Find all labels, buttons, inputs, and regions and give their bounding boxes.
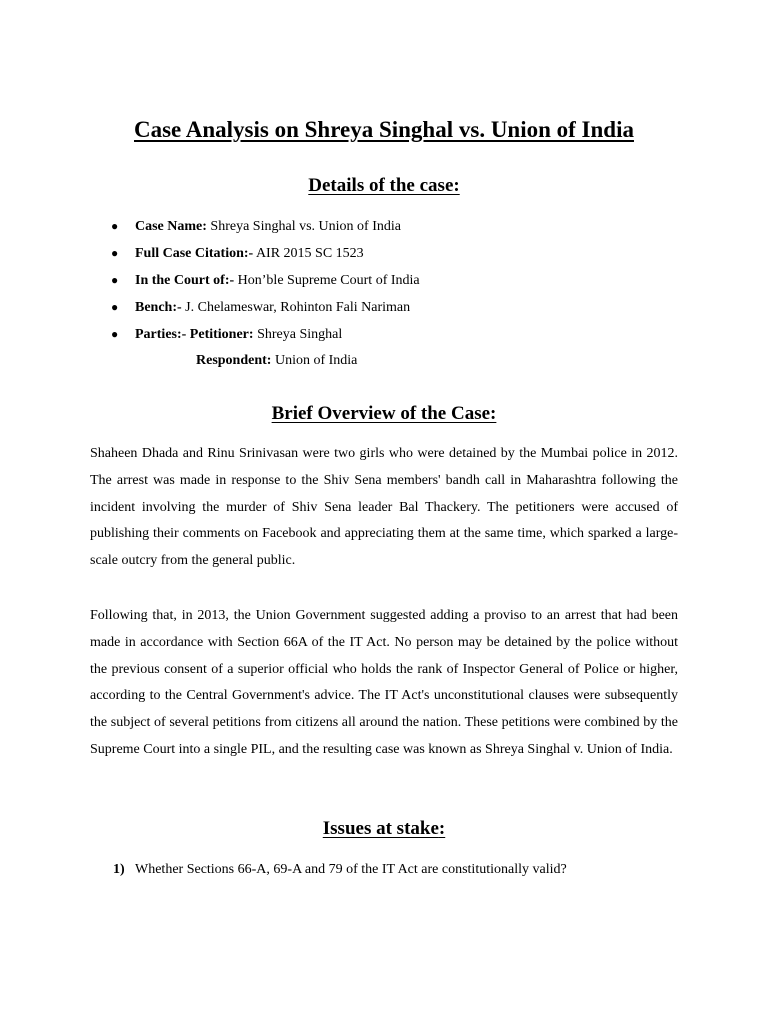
overview-heading: Brief Overview of the Case: — [271, 403, 497, 424]
detail-value: Shreya Singhal — [253, 327, 343, 342]
bullet-icon: ● — [111, 273, 119, 287]
issues-heading — [0, 818, 768, 840]
detail-value: Hon’ble Supreme Court of India — [234, 273, 420, 288]
detail-label: Respondent: — [196, 353, 272, 368]
detail-value: Union of India — [271, 353, 358, 368]
detail-label: Full Case Citation:- — [135, 246, 254, 261]
detail-value: AIR 2015 SC 1523 — [253, 246, 364, 261]
detail-label: Case Name: — [135, 219, 207, 234]
issue-text: Whether Sections 66-A, 69-A and 79 of the IT Act are constitutionally valid? — [135, 862, 567, 877]
detail-parties — [111, 323, 420, 350]
overview-paragraph-2: Following that, in 2013, the Union Government suggested adding a proviso to an arrest that had been made in accordance with Section 66A of the IT Act. No person may be detained by the police without the previous consent of a superior official who holds the rank of Inspector General of Police or higher, according to the Central Government's advice. The IT Act's unconstitutional clauses were subsequently the subject of several petitions from citizens all around the nation. These petitions were combined by the Supreme Court into a single PIL, and the resulting case was known as Shreya Singhal v. Union of India. — [90, 608, 678, 757]
detail-value: Shreya Singhal vs. Union of India — [206, 219, 401, 234]
issue-number: 1) — [113, 862, 125, 877]
bullet-icon: ● — [111, 246, 119, 260]
document-title: Case Analysis on Shreya Singhal vs. Union of India — [134, 117, 634, 142]
detail-case-name — [111, 215, 420, 242]
detail-citation — [111, 242, 420, 269]
detail-respondent — [111, 350, 420, 377]
bullet-icon: ● — [111, 327, 119, 341]
case-details-list — [111, 215, 420, 377]
overview-paragraph-1: Shaheen Dhada and Rinu Srinivasan were two girls who were detained by the Mumbai police in 2012. The arrest was made in response to the Shiv Sena members' bandh call in Maharashtra following the incident involving the murder of Shiv Sena leader Bal Thackery. The petitioners were accused of publishing their comments on Facebook and appreciating them at the same time, which sparked a large-scale outcry from the general public. — [90, 446, 678, 569]
detail-value: J. Chelameswar, Rohinton Fali Nariman — [181, 300, 411, 315]
issue-item — [113, 858, 567, 882]
issues-list — [113, 858, 567, 882]
detail-label: Parties:- Petitioner: — [135, 327, 254, 342]
details-heading: Details of the case: — [308, 175, 460, 196]
detail-bench — [111, 296, 420, 323]
bullet-icon: ● — [111, 219, 119, 233]
issues-heading-colon: : — [438, 818, 446, 839]
detail-court — [111, 269, 420, 296]
issues-heading-text: Issues at stake — [322, 818, 439, 839]
bullet-icon: ● — [111, 300, 119, 314]
detail-label: Bench:- — [135, 300, 182, 315]
detail-label: In the Court of:- — [135, 273, 235, 288]
